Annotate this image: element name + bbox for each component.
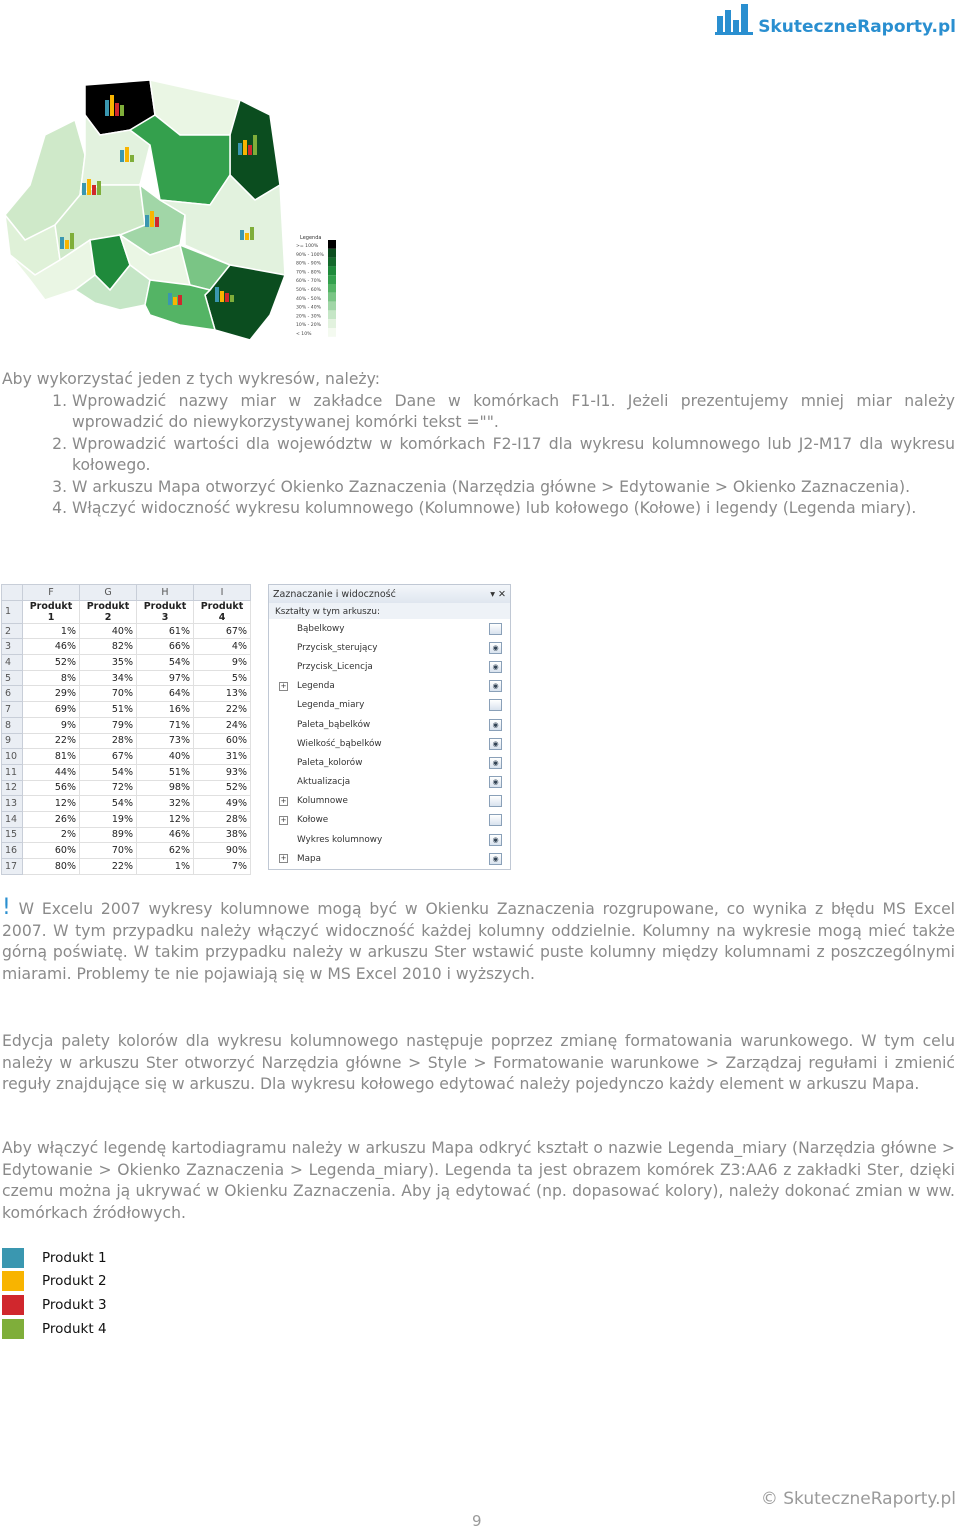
- row-number[interactable]: 1: [2, 600, 23, 623]
- map-legend-swatch: [328, 258, 336, 267]
- expand-icon[interactable]: +: [280, 681, 287, 690]
- pane-subtitle: Kształty w tym arkuszu:: [269, 603, 510, 619]
- pane-item-label: Mapa: [297, 853, 321, 864]
- table-row: [2, 764, 251, 780]
- hidden-icon[interactable]: [489, 814, 502, 826]
- map-legend-range: 80% - 90%: [296, 261, 321, 267]
- table-cell[interactable]: 56%: [23, 780, 80, 796]
- eye-icon[interactable]: ◉: [489, 853, 502, 865]
- map-legend-range: < 10%: [296, 332, 312, 337]
- product-legend: [2, 1246, 107, 1340]
- corner-cell[interactable]: [2, 585, 23, 601]
- table-cell[interactable]: 40%: [137, 749, 194, 765]
- table-row: [2, 717, 251, 733]
- table-cell[interactable]: 40%: [80, 623, 137, 639]
- hidden-icon[interactable]: [489, 795, 502, 807]
- map-legend-swatch: [328, 293, 336, 302]
- eye-icon[interactable]: ◉: [489, 776, 502, 788]
- table-row: [2, 639, 251, 655]
- hidden-icon[interactable]: [489, 699, 502, 711]
- table-row: [2, 827, 251, 843]
- table-cell[interactable]: 52%: [194, 780, 251, 796]
- pane-item[interactable]: [269, 657, 510, 676]
- table-cell[interactable]: 54%: [80, 764, 137, 780]
- map-legend-swatch: [328, 240, 336, 249]
- pane-item-label: Przycisk_sterujący: [297, 642, 378, 653]
- eye-icon[interactable]: ◉: [489, 834, 502, 846]
- row-number[interactable]: 10: [2, 749, 23, 765]
- pane-item[interactable]: [269, 619, 510, 638]
- legend-label: Produkt 4: [42, 1320, 107, 1337]
- intro-text: Aby wykorzystać jeden z tych wykresów, należy:: [2, 370, 380, 388]
- pane-item-label: Paleta_bąbelków: [297, 719, 371, 730]
- table-cell[interactable]: 12%: [23, 796, 80, 812]
- pane-item[interactable]: [269, 734, 510, 753]
- table-cell[interactable]: 73%: [137, 733, 194, 749]
- table-cell[interactable]: 35%: [80, 655, 137, 671]
- table-cell[interactable]: 1%: [23, 623, 80, 639]
- map-legend-range: 50% - 60%: [296, 288, 321, 293]
- row-number[interactable]: 17: [2, 859, 23, 875]
- table-cell[interactable]: 22%: [80, 859, 137, 875]
- table-cell[interactable]: 2%: [23, 827, 80, 843]
- exclamation-icon: !: [2, 895, 11, 920]
- table-cell[interactable]: 46%: [23, 639, 80, 655]
- table-row: [2, 749, 251, 765]
- table-cell[interactable]: 54%: [80, 796, 137, 812]
- table-row: [2, 811, 251, 827]
- eye-icon[interactable]: ◉: [489, 719, 502, 731]
- table-cell[interactable]: 32%: [137, 796, 194, 812]
- instructions: [2, 369, 955, 520]
- pane-item-label: Przycisk_Licencja: [297, 661, 373, 672]
- table-cell[interactable]: 89%: [80, 827, 137, 843]
- table-cell[interactable]: 46%: [137, 827, 194, 843]
- table-cell[interactable]: 97%: [137, 670, 194, 686]
- table-cell[interactable]: 62%: [137, 843, 194, 859]
- row-number[interactable]: 3: [2, 639, 23, 655]
- pane-item[interactable]: [269, 753, 510, 772]
- step-item: 4. Włączyć widoczność wykresu kolumnowego (Kolumnowe) lub kołowego (Kołowe) i legendy (Legenda miary).: [72, 498, 955, 520]
- map-legend-range: >= 100%: [296, 244, 319, 249]
- table-cell[interactable]: Produkt 1: [23, 600, 80, 623]
- map-legend-range: 20% - 30%: [296, 314, 321, 320]
- table-cell[interactable]: 52%: [23, 655, 80, 671]
- table-cell[interactable]: 28%: [80, 733, 137, 749]
- table-row: [2, 600, 251, 623]
- table-cell[interactable]: 54%: [137, 655, 194, 671]
- column-header[interactable]: G: [80, 585, 137, 601]
- table-cell[interactable]: 16%: [137, 702, 194, 718]
- table-row: [2, 733, 251, 749]
- pane-header: [269, 585, 510, 603]
- table-cell[interactable]: 64%: [137, 686, 194, 702]
- map-legend-swatch: [328, 328, 336, 337]
- table-row: [2, 780, 251, 796]
- map-legend-swatch: [328, 249, 336, 258]
- table-cell[interactable]: 93%: [194, 764, 251, 780]
- table-cell[interactable]: 22%: [23, 733, 80, 749]
- legend-item: [2, 1270, 107, 1294]
- pane-item[interactable]: [269, 849, 510, 868]
- table-cell[interactable]: 5%: [194, 670, 251, 686]
- table-cell[interactable]: 67%: [80, 749, 137, 765]
- table-cell[interactable]: 70%: [80, 686, 137, 702]
- pane-item-label: Legenda: [297, 681, 335, 692]
- pane-item-label: Bąbelkowy: [297, 623, 345, 634]
- close-icon[interactable]: ✕: [498, 588, 506, 600]
- table-cell[interactable]: 22%: [194, 702, 251, 718]
- row-number[interactable]: 16: [2, 843, 23, 859]
- legend-label: Produkt 1: [42, 1249, 107, 1266]
- table-row: [2, 655, 251, 671]
- table-cell[interactable]: 9%: [194, 655, 251, 671]
- eye-icon[interactable]: ◉: [489, 642, 502, 654]
- table-cell[interactable]: Produkt 4: [194, 600, 251, 623]
- column-header[interactable]: I: [194, 585, 251, 601]
- row-number[interactable]: 13: [2, 796, 23, 812]
- expand-icon[interactable]: +: [280, 854, 287, 863]
- row-number[interactable]: 8: [2, 717, 23, 733]
- map-legend-range: 30% - 40%: [296, 305, 321, 311]
- table-cell[interactable]: Produkt 2: [80, 600, 137, 623]
- table-cell[interactable]: 71%: [137, 717, 194, 733]
- selection-pane: [268, 584, 511, 870]
- legend-swatch: [2, 1319, 24, 1339]
- footer-copyright: © SkuteczneRaporty.pl: [760, 1489, 956, 1509]
- table-row: [2, 686, 251, 702]
- palette-paragraph: Edycja palety kolorów dla wykresu kolumnowego następuje poprzez zmianę formatowania warunkowego. W tym celu należy w arkuszu Ster otworzyć Narzędzia główne > Style > Formatowanie warunkowe > Zarządzaj regułami i zmienić reguły znajdujące się w arkuszu. Dla wykresu kołowego edytować należy pojedynczo każdy element w arkuszu Mapa.: [2, 1032, 955, 1093]
- table-row: [2, 702, 251, 718]
- row-number[interactable]: 12: [2, 780, 23, 796]
- pane-item-label: Kołowe: [297, 815, 329, 826]
- map-legend-range: 70% - 80%: [296, 270, 321, 276]
- legend-label: Produkt 3: [42, 1296, 107, 1313]
- logo: [714, 2, 956, 38]
- table-cell[interactable]: 70%: [80, 843, 137, 859]
- table-cell[interactable]: 69%: [23, 702, 80, 718]
- table-cell[interactable]: 79%: [80, 717, 137, 733]
- map-legend: [296, 240, 336, 337]
- column-header[interactable]: H: [137, 585, 194, 601]
- table-cell[interactable]: 31%: [194, 749, 251, 765]
- map-legend-swatch: [328, 275, 336, 284]
- map-legend-range: 60% - 70%: [296, 279, 321, 285]
- legend-paragraph: Aby włączyć legendę kartodiagramu należy w arkuszu Mapa odkryć kształt o nazwie Legenda_miary (Narzędzia główne > Edytowanie > Okienko Zaznaczenia > Legenda_miary). Legenda ta jest obrazem komórek Z3:AA6 z zakładki Ster, dzięki czemu można ją ukrywać w Okienku Zaznaczenia. Aby ją edytować (np. dopasować kolory), należy dokonać zmian w ww. komórkach źródłowych.: [2, 1139, 955, 1222]
- pane-item-label: Kolumnowe: [297, 796, 348, 807]
- eye-icon[interactable]: ◉: [489, 661, 502, 673]
- row-number[interactable]: 11: [2, 764, 23, 780]
- row-number[interactable]: 5: [2, 670, 23, 686]
- map-legend-range: 90% - 100%: [296, 252, 324, 258]
- table-cell[interactable]: 4%: [194, 639, 251, 655]
- legend-label: Produkt 2: [42, 1273, 107, 1290]
- row-number[interactable]: 15: [2, 827, 23, 843]
- pane-item[interactable]: [269, 773, 510, 792]
- table-cell[interactable]: 60%: [194, 733, 251, 749]
- table-row: [2, 859, 251, 875]
- legend-item: [2, 1317, 107, 1341]
- hidden-icon[interactable]: [489, 623, 502, 635]
- table-cell[interactable]: 26%: [23, 811, 80, 827]
- expand-icon[interactable]: +: [280, 815, 287, 824]
- pane-item-label: Wielkość_bąbelków: [297, 738, 382, 749]
- bar-chart-logo-icon: [714, 2, 754, 38]
- table-cell[interactable]: 90%: [194, 843, 251, 859]
- note-paragraph: [2, 897, 955, 985]
- legend-swatch: [2, 1248, 24, 1268]
- table-cell[interactable]: 80%: [23, 859, 80, 875]
- column-header[interactable]: F: [23, 585, 80, 601]
- table-row: [2, 843, 251, 859]
- table-cell[interactable]: 29%: [23, 686, 80, 702]
- row-number[interactable]: 6: [2, 686, 23, 702]
- table-cell[interactable]: 1%: [137, 859, 194, 875]
- map-legend-range: 40% - 50%: [296, 296, 321, 302]
- table-cell[interactable]: 66%: [137, 639, 194, 655]
- table-cell[interactable]: 51%: [80, 702, 137, 718]
- pane-title: Zaznaczanie i widoczność: [273, 588, 396, 600]
- row-number[interactable]: 14: [2, 811, 23, 827]
- eye-icon[interactable]: ◉: [489, 738, 502, 750]
- step-item: 1. Wprowadzić nazwy miar w zakładce Dane w komórkach F1-I1. Jeżeli prezentujemy mniej miar należy wprowadzić do niewykorzystywanej komórki tekst ="".: [72, 391, 955, 434]
- pane-item-label: Legenda_miary: [297, 700, 365, 711]
- table-cell[interactable]: 38%: [194, 827, 251, 843]
- table-cell[interactable]: 34%: [80, 670, 137, 686]
- row-number[interactable]: 2: [2, 623, 23, 639]
- table-cell[interactable]: 49%: [194, 796, 251, 812]
- table-cell[interactable]: 60%: [23, 843, 80, 859]
- table-cell[interactable]: Produkt 3: [137, 600, 194, 623]
- table-row: [2, 623, 251, 639]
- pane-item[interactable]: [269, 792, 510, 811]
- pane-item-label: Paleta_kolorów: [297, 757, 363, 768]
- table-cell[interactable]: 24%: [194, 717, 251, 733]
- table-cell[interactable]: 67%: [194, 623, 251, 639]
- table-cell[interactable]: 28%: [194, 811, 251, 827]
- table-cell[interactable]: 9%: [23, 717, 80, 733]
- row-number[interactable]: 9: [2, 733, 23, 749]
- table-cell[interactable]: 72%: [80, 780, 137, 796]
- row-number[interactable]: 4: [2, 655, 23, 671]
- map-legend-swatch: [328, 266, 336, 275]
- pane-item[interactable]: [269, 696, 510, 715]
- pane-item-label: Wykres kolumnowy: [297, 834, 383, 845]
- table-cell[interactable]: 12%: [137, 811, 194, 827]
- expand-icon[interactable]: +: [280, 796, 287, 805]
- poland-choropleth-map: [0, 75, 345, 345]
- map-legend-range: 10% - 20%: [296, 323, 321, 329]
- eye-icon[interactable]: ◉: [489, 757, 502, 769]
- page-number: 9: [472, 1512, 482, 1530]
- table-cell[interactable]: 51%: [137, 764, 194, 780]
- legend-item: [2, 1246, 107, 1270]
- table-cell[interactable]: 98%: [137, 780, 194, 796]
- table-cell[interactable]: 8%: [23, 670, 80, 686]
- pane-item[interactable]: [269, 677, 510, 696]
- table-cell[interactable]: 61%: [137, 623, 194, 639]
- legend-swatch: [2, 1295, 24, 1315]
- step-item: 3. W arkuszu Mapa otworzyć Okienko Zaznaczenia (Narzędzia główne > Edytowanie > Okienko Zaznaczenia).: [72, 477, 955, 499]
- legend-swatch: [2, 1271, 24, 1291]
- map-legend-title: Legenda: [300, 235, 322, 241]
- legend-item: [2, 1293, 107, 1317]
- table-cell[interactable]: 13%: [194, 686, 251, 702]
- table-cell[interactable]: 81%: [23, 749, 80, 765]
- table-cell[interactable]: 44%: [23, 764, 80, 780]
- pane-item[interactable]: [269, 811, 510, 830]
- note-text: W Excelu 2007 wykresy kolumnowe mogą być w Okienku Zaznaczenia rozgrupowane, co wynika z błędu MS Excel 2007. W tym przypadku należy włączyć widoczność każdej kolumny oddzielnie. Kolumny na wykresie mogą mieć także górną poświatę. W takim przypadku należy w arkuszu Ster wstawić puste kolumny między kolumnami z poszczególnymi miarami. Problemy te nie pojawiają się w MS Excel 2010 i wyższych.: [2, 900, 955, 983]
- map-legend-swatch: [328, 319, 336, 328]
- row-number[interactable]: 7: [2, 702, 23, 718]
- pane-item[interactable]: [269, 715, 510, 734]
- table-cell[interactable]: 7%: [194, 859, 251, 875]
- table-cell[interactable]: 19%: [80, 811, 137, 827]
- pane-item[interactable]: [269, 830, 510, 849]
- table-cell[interactable]: 82%: [80, 639, 137, 655]
- logo-text: SkuteczneRaporty.pl: [758, 17, 956, 37]
- map-legend-swatch: [328, 284, 336, 293]
- table-row: [2, 670, 251, 686]
- spreadsheet: [1, 584, 251, 875]
- pane-item-label: Aktualizacja: [297, 777, 351, 788]
- map-legend-swatch: [328, 310, 336, 319]
- eye-icon[interactable]: ◉: [489, 680, 502, 692]
- step-item: 2. Wprowadzić wartości dla województw w komórkach F2-I17 dla wykresu kolumnowego lub J2-M17 dla wykresu kołowego.: [72, 434, 955, 477]
- table-row: [2, 796, 251, 812]
- map-legend-swatch: [328, 302, 336, 311]
- steps-list: [2, 391, 955, 520]
- pane-item[interactable]: [269, 638, 510, 657]
- dropdown-arrow-icon[interactable]: ▾: [490, 588, 495, 600]
